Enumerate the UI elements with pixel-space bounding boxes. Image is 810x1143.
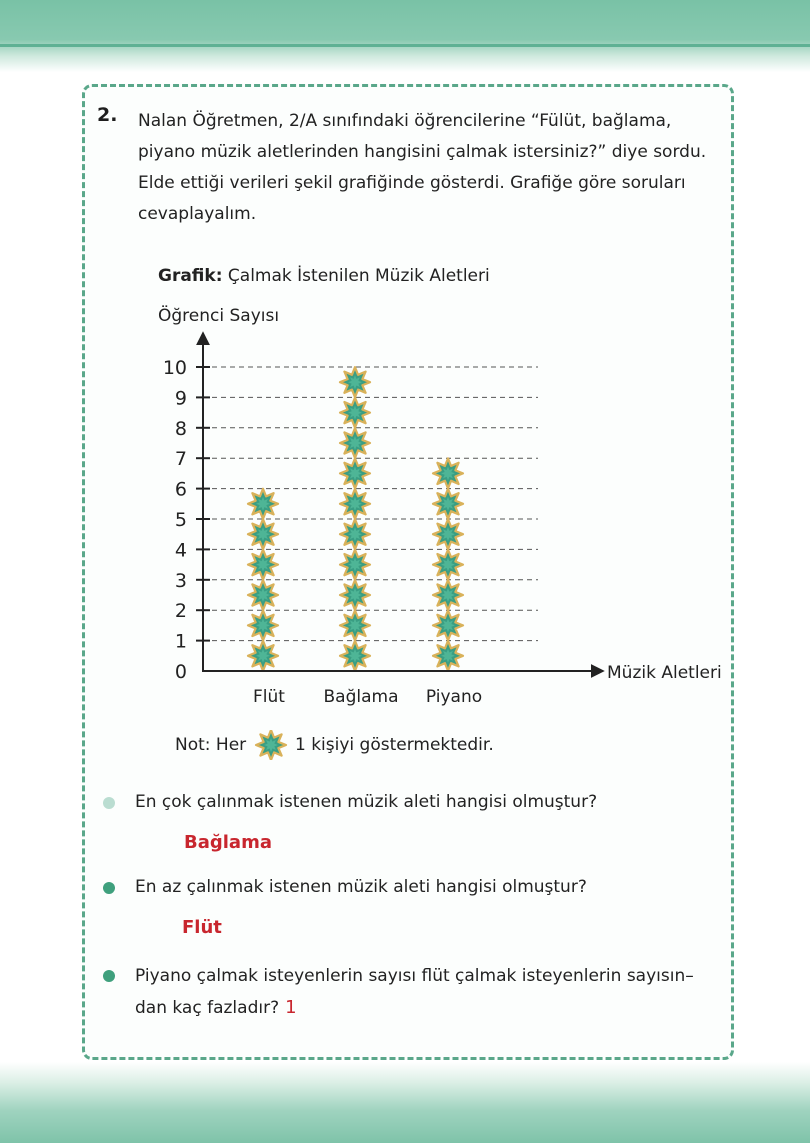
y-tick-label: 3 [174,569,187,592]
pictograph-star [248,610,278,640]
pictograph-star [340,519,370,549]
answer-2: Flüt [182,917,222,938]
pictograph-star [248,641,278,671]
y-tick-label: 8 [174,417,187,440]
pictograph-star [433,610,463,640]
pictograph-star [248,519,278,549]
y-axis-label: Öğrenci Sayısı [158,306,280,326]
chart-title-text: Çalmak İstenilen Müzik Aletleri [222,266,490,286]
pictograph-star [340,580,370,610]
y-tick-label: 10 [162,357,187,379]
bullet-icon [103,797,115,809]
intro-line: Elde ettiği verileri şekil grafiğinde gösterdi. Grafiğe göre soruları [138,173,686,193]
question-number: 2. [97,104,118,126]
intro-line: piyano müzik aletlerinden hangisini çalmak istersiniz?” diye sordu. [138,142,707,162]
y-tick-label: 2 [174,600,187,623]
pictograph-star [433,580,463,610]
bullet-icon [103,882,115,894]
note-before: Not: Her [175,735,247,755]
pictograph-star [248,550,278,580]
chart-title-lead: Grafik: [158,266,223,286]
y-tick-label: 0 [174,661,187,683]
pictograph-star [340,398,370,428]
question-3 [135,961,694,1024]
answer-3: 1 [285,997,297,1018]
pictograph-star [340,458,370,488]
y-tick-label: 5 [174,509,187,531]
answer-1: Bağlama [184,832,272,853]
y-tick-label: 7 [174,448,187,471]
pictograph-star [433,519,463,549]
y-tick-label: 9 [174,387,187,410]
y-tick-label: 1 [174,630,187,653]
pictograph-star [340,367,370,397]
pictograph-star [340,550,370,580]
question-3-line: dan kaç fazladır? [135,998,280,1018]
pictograph-star [433,458,463,488]
x-axis-label: Müzik Aletleri [607,663,722,683]
star-icon [254,730,288,760]
y-tick-label: 4 [174,539,187,562]
pictograph-star [340,428,370,458]
pictograph-star [248,489,278,519]
pictograph-star [340,641,370,671]
question-1: En çok çalınmak istenen müzik aleti hangisi olmuştur? [135,792,598,812]
question-3-line: Piyano çalmak isteyenlerin sayısı flüt çalmak isteyenlerin sayısın– [135,966,694,986]
pictograph-star [340,489,370,519]
pictograph-star [248,580,278,610]
intro-line: cevaplayalım. [138,204,257,224]
y-tick-label: 6 [174,478,187,501]
pictograph-star [433,550,463,580]
pictograph-star [433,489,463,519]
chart-note [175,730,494,760]
x-tick-label: Flüt [253,687,285,707]
question-2: En az çalınmak istenen müzik aleti hangisi olmuştur? [135,877,587,897]
x-tick-label: Bağlama [323,687,399,707]
note-after: 1 kişiyi göstermektedir. [294,735,494,755]
pictograph-star [433,641,463,671]
x-tick-label: Piyano [425,687,483,707]
pictograph-star [340,610,370,640]
bullet-icon [103,970,115,982]
bottom-footer-band [0,1062,810,1143]
intro-line: Nalan Öğretmen, 2/A sınıfındaki öğrencilerine “Fülüt, bağlama, [138,111,672,131]
